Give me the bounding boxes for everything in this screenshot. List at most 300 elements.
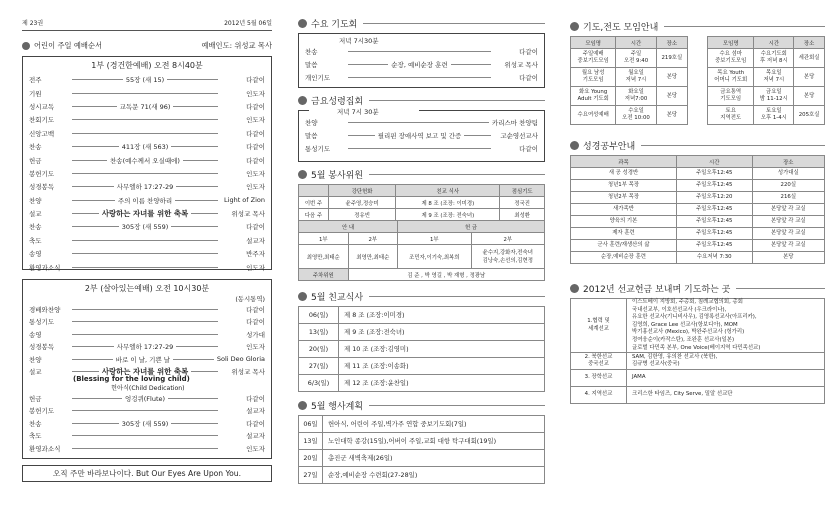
table-cell: 새가족반 xyxy=(571,204,677,216)
bullet-icon xyxy=(298,170,307,179)
table-cell: 13(일) xyxy=(299,324,339,341)
table-cell: 본당 xyxy=(656,68,687,87)
order-item: 봉헌기도 xyxy=(29,407,55,416)
order-person: 카리스마 찬양팀 xyxy=(491,119,538,127)
order-content: 찬송(예수께서 오실때에) xyxy=(110,156,180,165)
table-cell: 1.협력 및 세계선교 xyxy=(571,299,627,353)
table-cell: JAMA xyxy=(627,370,825,387)
serve-table xyxy=(298,184,545,221)
prayer-tables xyxy=(570,36,825,125)
table-cell: 화요 Young Adult 기도회 xyxy=(571,87,616,106)
table-cell: 수요저녁 7:30 xyxy=(676,252,752,264)
bulletin-date: 2012년 5월 06일 xyxy=(224,20,272,27)
table-cell: 본당 xyxy=(794,68,825,87)
table-cell: SAM, 김한영, 유의찬 선교사 (북한), 김규병 선교사(중국) xyxy=(627,353,825,370)
order-row xyxy=(23,247,271,260)
order-content: 바로 이 날, 기쁜 날 xyxy=(115,355,171,364)
order-row xyxy=(23,207,271,220)
table-row xyxy=(299,358,545,375)
order-content: 사무엘하 17:27-29 xyxy=(116,183,174,192)
order-row xyxy=(299,129,544,142)
order-person: 성가대 xyxy=(246,330,265,339)
meal-section-heading xyxy=(298,290,545,303)
offering-head: 헌 금 xyxy=(398,221,545,233)
child-dedication: 헌아식(Child Dedication) xyxy=(111,385,185,392)
order-item: 찬양 xyxy=(29,355,42,364)
order-item: 찬회기도 xyxy=(29,116,55,125)
table-cell: 월요일 저녁 7시 xyxy=(616,68,656,87)
table-row xyxy=(571,49,688,68)
order-row xyxy=(23,366,271,379)
order-person: 다같이 xyxy=(519,145,538,153)
service1-caption: 1부 (경건한예배) 오전 8시40분 xyxy=(91,61,203,70)
table-cell: 총진군 새벽축제(26일) xyxy=(323,450,545,467)
usher-head: 안 내 xyxy=(299,221,398,233)
prayer-table-left xyxy=(570,36,688,125)
table-row xyxy=(571,228,825,240)
order-item: 신앙고백 xyxy=(29,129,55,138)
kids-worship-title: 어린이 주일 예배순서 xyxy=(34,41,103,50)
order-person: 고순영선교사 xyxy=(500,132,538,140)
order-detail xyxy=(69,156,221,165)
order-content: 필리핀 장애사역 보고 및 간증 xyxy=(377,132,462,140)
table-cell: 크리스한 타임즈, City Serve, 밀알 선교단 xyxy=(627,387,825,404)
order-detail xyxy=(69,93,221,94)
table-cell: 목요 Youth 어머니 기도회 xyxy=(708,68,754,87)
order-detail xyxy=(69,75,221,84)
order-row xyxy=(23,260,271,273)
order-row xyxy=(23,100,271,113)
order-row xyxy=(23,392,271,405)
serve-cell: 제 9 조 (조장: 전숙녀) xyxy=(396,209,500,221)
table-cell: 청년1부 목장 xyxy=(571,180,677,192)
table-cell: 4. 지역선교 xyxy=(571,387,627,404)
table-cell: 27(일) xyxy=(299,358,339,375)
table-cell: 순장,예비순장 훈련 xyxy=(571,252,677,264)
table-row xyxy=(571,106,688,125)
prayer-table-right xyxy=(707,36,825,125)
table-cell: 본당 xyxy=(752,252,824,264)
serve-cell: 최영만,최태순 xyxy=(348,245,398,269)
order-row xyxy=(299,116,544,129)
wed-time: 저녁 7시30분 xyxy=(339,37,379,45)
table-cell: 주일오후12:45 xyxy=(676,240,752,252)
order-detail xyxy=(69,334,221,335)
table-cell: 제 8 조 (조장:이미경) xyxy=(339,307,545,324)
serve-cell: 최성환 xyxy=(500,209,545,221)
sermon-english-title: (Blessing for the loving child) xyxy=(73,375,190,383)
issue-number: 제 23권 xyxy=(22,20,44,27)
order-detail xyxy=(69,410,221,411)
order-row xyxy=(23,341,271,354)
study-section-heading xyxy=(570,139,825,152)
order-item: 통성기도 xyxy=(29,318,55,327)
table-cell: 화요일 저녁7:00 xyxy=(616,87,656,106)
serve-subhead: 2부 xyxy=(348,233,398,245)
table-row xyxy=(571,216,825,228)
table-row xyxy=(571,240,825,252)
order-item: 통성기도 xyxy=(305,145,331,153)
order-row xyxy=(23,328,271,341)
mission-table xyxy=(570,298,825,404)
wed-title: 수요 기도회 xyxy=(311,20,358,30)
order-item: 송영 xyxy=(29,330,42,339)
serve-cell: 정유빈 xyxy=(329,209,396,221)
table-row xyxy=(571,168,825,180)
order-detail xyxy=(69,435,221,436)
order-person: 다같이 xyxy=(246,318,265,327)
order-content: 순장, 예비순장 훈련 xyxy=(391,61,448,69)
table-cell: 새 공 성경반 xyxy=(571,168,677,180)
table-row xyxy=(299,341,545,358)
serve-cell: 윤주영,정승미 xyxy=(329,197,396,209)
bulletin-header xyxy=(22,0,272,31)
table-cell: 본당앞 각 교실 xyxy=(752,228,824,240)
order-item: 찬양 xyxy=(29,196,42,205)
serve-head: 점심기도 xyxy=(500,185,545,197)
table-row xyxy=(299,307,545,324)
order-person: 다같이 xyxy=(246,102,265,111)
table-cell: 06일 xyxy=(299,416,323,433)
order-detail xyxy=(345,77,494,78)
table-head: 모임명 xyxy=(708,37,754,49)
order-item: 환영과소식 xyxy=(29,263,61,272)
table-row xyxy=(299,467,545,484)
info-column xyxy=(570,0,825,507)
order-person: Soli Deo Gloria xyxy=(216,355,265,364)
order-detail xyxy=(69,309,221,310)
order-row xyxy=(299,45,544,58)
serve-cell: 최영만,최태순 xyxy=(299,245,349,269)
table-cell: 주일오후12:20 xyxy=(676,192,752,204)
table-cell: 순장,예비순장 수련회(27-28일) xyxy=(323,467,545,484)
table-row xyxy=(708,87,825,106)
serve-subhead: 2부 xyxy=(471,233,544,245)
table-head: 시간 xyxy=(676,156,752,168)
order-person: 다같이 xyxy=(246,394,265,403)
table-row xyxy=(299,450,545,467)
order-person: 설교자 xyxy=(246,432,265,441)
table-cell: 수요기도회 후 저녁 8시 xyxy=(754,49,794,68)
table-cell: 20일 xyxy=(299,450,323,467)
order-row xyxy=(299,71,544,84)
order-item: 설교 xyxy=(29,368,42,377)
order-detail xyxy=(69,448,221,449)
order-item: 성경봉독 xyxy=(29,343,55,352)
order-detail xyxy=(345,60,494,69)
order-item: 축도 xyxy=(29,432,42,441)
table-cell: 목요일 저녁 7시 xyxy=(754,68,794,87)
table-cell: 청년2부 목장 xyxy=(571,192,677,204)
table-row xyxy=(571,68,688,87)
bullet-icon xyxy=(298,401,307,410)
order-content: 사무엘하 17:27-29 xyxy=(116,343,174,352)
table-cell: 20(일) xyxy=(299,341,339,358)
order-detail xyxy=(69,342,221,351)
table-cell: 주일오후12:45 xyxy=(676,216,752,228)
table-cell: 본당 xyxy=(656,87,687,106)
table-cell: 수요여성예배 xyxy=(571,106,616,125)
table-cell: 27일 xyxy=(299,467,323,484)
order-row xyxy=(23,86,271,99)
order-row xyxy=(23,167,271,180)
serve-cell: 윤수지,강화자,전숙녀 김낭숙,손선의,김현정 xyxy=(471,245,544,269)
table-row xyxy=(571,387,825,404)
table-cell: 제 10 조 (조장:김영미) xyxy=(339,341,545,358)
table-cell: 금요일 밤 11-12시 xyxy=(754,87,794,106)
parking-members: 김 준 , 박 영길 , 박 재형 , 정광남 xyxy=(348,269,544,281)
order-person: 반주자 xyxy=(246,250,265,259)
serve-section-heading xyxy=(298,168,545,181)
table-row xyxy=(299,324,545,341)
table-head: 장소 xyxy=(752,156,824,168)
order-content: 교독문 71(새 96) xyxy=(119,102,171,111)
order-row xyxy=(23,442,271,455)
table-head: 시간 xyxy=(616,37,656,49)
order-row xyxy=(23,353,271,366)
table-cell: 본당앞 각 교실 xyxy=(752,240,824,252)
order-person: 인도자 xyxy=(246,263,265,272)
order-item: 찬송 xyxy=(29,143,42,152)
order-detail xyxy=(345,122,492,123)
order-person: 다같이 xyxy=(246,305,265,314)
table-cell: 이스트베이 지방회, 주총회, 침례교협의회, 총회 국내선교부, 이호선선교사 (우크라이나), 유요한 선교사(기니비사우), 김영록선교사(아프리카), 김영희, Grace Lee 선교사(항보디아), MOM 박기홍선교사 (Mexico), 박완주선교사 (헝가리) 정여웅순이(카작스탄), 조완훈 선교사(일본) 글로벌 다민족 본부, One Voice(베이지역 다민족선교) xyxy=(627,299,825,353)
table-row xyxy=(299,416,545,433)
order-item: 봉헌기도 xyxy=(29,169,55,178)
prayer-title: 기도,전도 모임안내 xyxy=(583,23,659,33)
table-cell: 주일오후12:45 xyxy=(676,204,752,216)
order-person: 인도자 xyxy=(246,444,265,453)
table-cell: 제 11 조 (조장:이송화) xyxy=(339,358,545,375)
table-cell: 216실 xyxy=(752,192,824,204)
events-title: 5월 행사계획 xyxy=(311,402,364,413)
table-cell: 제자 훈련 xyxy=(571,228,677,240)
mission-title: 2012년 선교헌금 보내며 기도하는 곳 xyxy=(583,285,731,295)
table-head: 모임명 xyxy=(571,37,616,49)
order-detail xyxy=(69,173,221,174)
table-cell: 토요 지역전도 xyxy=(708,106,754,125)
table-cell: 제 9 조 (조장:전숙녀) xyxy=(339,324,545,341)
table-cell: 본당앞 각 교실 xyxy=(752,204,824,216)
worship-leader: 예배인도: 위성교 목사 xyxy=(201,41,272,50)
order-row xyxy=(23,73,271,86)
order-person: Light of Zion xyxy=(224,196,265,205)
order-row xyxy=(23,180,271,193)
order-item: 성시교독 xyxy=(29,102,55,111)
order-item: 헌금 xyxy=(29,156,42,165)
order-item: 송영 xyxy=(29,250,42,259)
order-content: 411장 (새 563) xyxy=(121,143,169,152)
serve-subhead: 1부 xyxy=(398,233,471,245)
serve-cell: 다음 주 xyxy=(299,209,329,221)
order-item: 환영과소식 xyxy=(29,444,61,453)
serve-cell: 제 8 조 (조장: 이미경) xyxy=(396,197,500,209)
order-person: 설교자 xyxy=(246,407,265,416)
table-cell: 토요일 오후 1-4시 xyxy=(754,106,794,125)
serve-head: 친교 식사 xyxy=(396,185,500,197)
serve-title: 5월 봉사위원 xyxy=(311,171,364,181)
table-cell: 군사 훈련/재생산의 삶 xyxy=(571,240,677,252)
table-cell: 06(일) xyxy=(299,307,339,324)
table-row xyxy=(571,192,825,204)
table-row xyxy=(708,68,825,87)
order-item: 찬송 xyxy=(305,48,318,56)
order-person: 인도자 xyxy=(246,89,265,98)
serve-cell: 조민자,이기숙,최복희 xyxy=(398,245,471,269)
order-row xyxy=(23,417,271,430)
prayer-section-heading xyxy=(570,20,825,33)
table-row xyxy=(571,180,825,192)
table-cell: 3. 장학선교 xyxy=(571,370,627,387)
service2-caption: 2부 (살아있는예배) 오전 10시30분 xyxy=(84,284,210,293)
order-detail xyxy=(69,253,221,254)
wed-section-heading xyxy=(298,17,545,30)
order-content: 55장 (새 15) xyxy=(125,76,165,85)
table-row xyxy=(571,204,825,216)
table-row xyxy=(299,375,545,392)
table-head: 과목 xyxy=(571,156,677,168)
order-person: 인도자 xyxy=(246,169,265,178)
table-cell: 6/3(일) xyxy=(299,375,339,392)
study-table xyxy=(570,155,825,264)
table-cell: 헌아식, 어린이 주일,벽가주 연합 중보기도회(7일) xyxy=(323,416,545,433)
bullet-icon xyxy=(570,141,579,150)
kids-worship-heading xyxy=(22,41,272,51)
order-person: 인도자 xyxy=(246,183,265,192)
bullet-icon xyxy=(298,96,307,105)
order-content: 305장 (새 559) xyxy=(121,223,169,232)
table-cell: 2. 북한선교 중국선교 xyxy=(571,353,627,370)
order-row xyxy=(299,58,544,71)
order-person: 설교자 xyxy=(246,236,265,245)
bullet-icon xyxy=(570,284,579,293)
table-cell: 주일오후12:45 xyxy=(676,168,752,180)
order-detail xyxy=(69,208,221,219)
order-detail xyxy=(69,240,221,241)
table-cell: 주일오후12:45 xyxy=(676,228,752,240)
order-person: 위성교 목사 xyxy=(504,61,538,69)
table-row xyxy=(708,49,825,68)
service2-box xyxy=(22,279,272,459)
order-detail xyxy=(69,355,217,364)
table-cell: 수요일 오전 10:00 xyxy=(616,106,656,125)
table-cell: 13일 xyxy=(299,433,323,450)
table-cell: 금요통역 기도모임 xyxy=(708,87,754,106)
order-item: 기원 xyxy=(29,89,42,98)
table-row xyxy=(571,87,688,106)
order-detail xyxy=(69,142,221,151)
order-person: 위성교 목사 xyxy=(231,368,265,377)
order-person: 인도자 xyxy=(246,116,265,125)
order-content: 주의 이름 찬양하리 xyxy=(117,196,173,205)
bullet-icon xyxy=(298,292,307,301)
bullet-icon xyxy=(570,22,579,31)
order-detail xyxy=(345,148,494,149)
table-cell: 주일오후12:45 xyxy=(676,180,752,192)
table-cell: 세관회실 xyxy=(794,49,825,68)
parking-label: 주차위원 xyxy=(299,269,349,281)
order-item: 축도 xyxy=(29,236,42,245)
order-item: 전주 xyxy=(29,76,42,85)
order-row xyxy=(23,194,271,207)
table-head: 장소 xyxy=(656,37,687,49)
order-row xyxy=(23,430,271,443)
order-detail xyxy=(345,51,494,52)
order-person: 다같이 xyxy=(246,223,265,232)
table-cell: 220실 xyxy=(752,180,824,192)
serve-head: 강단헌화 xyxy=(329,185,396,197)
order-row xyxy=(23,127,271,140)
fri-section-heading xyxy=(298,94,545,107)
table-cell: 제 12 조 (조장:윤찬일) xyxy=(339,375,545,392)
events-table xyxy=(298,415,545,484)
order-person: 다같이 xyxy=(246,143,265,152)
order-detail xyxy=(69,419,221,428)
table-cell: 본당앞 각 교실 xyxy=(752,216,824,228)
table-cell: 양육의 기본 xyxy=(571,216,677,228)
order-row xyxy=(23,316,271,329)
fri-title: 금요성령집회 xyxy=(311,97,364,107)
order-person: 다같이 xyxy=(246,76,265,85)
order-item: 찬양 xyxy=(305,119,318,127)
order-item: 헌금 xyxy=(29,394,42,403)
order-person: 인도자 xyxy=(246,343,265,352)
order-detail xyxy=(69,182,221,191)
serve-cell: 정국진 xyxy=(500,197,545,209)
order-item: 경배와찬양 xyxy=(29,305,61,314)
order-item: 개인기도 xyxy=(305,74,331,82)
table-row xyxy=(571,353,825,370)
order-detail xyxy=(69,267,221,268)
order-detail xyxy=(69,196,221,205)
order-row xyxy=(23,220,271,233)
order-detail xyxy=(69,222,221,231)
order-row xyxy=(23,405,271,418)
order-item: 찬송 xyxy=(29,223,42,232)
table-cell: 수요 섬마 중보기도모임 xyxy=(708,49,754,68)
order-person: 위성교 목사 xyxy=(231,210,265,219)
order-content: 사랑하는 자녀를 위한 축복 xyxy=(101,367,189,377)
table-cell: 219호실 xyxy=(656,49,687,68)
table-row xyxy=(299,433,545,450)
bullet-icon xyxy=(298,19,307,28)
order-item: 설교 xyxy=(29,210,42,219)
table-row xyxy=(571,299,825,353)
mission-section-heading xyxy=(570,282,825,295)
order-row xyxy=(23,303,271,316)
meal-table xyxy=(298,306,545,392)
order-detail xyxy=(69,394,221,403)
order-detail xyxy=(69,102,221,111)
order-row xyxy=(23,234,271,247)
order-row xyxy=(23,140,271,153)
table-row xyxy=(571,252,825,264)
order-row xyxy=(23,153,271,166)
order-person: 다같이 xyxy=(246,419,265,428)
table-cell: 성가대실 xyxy=(752,168,824,180)
serve-cell: 이번 주 xyxy=(299,197,329,209)
study-title: 성경공부안내 xyxy=(583,142,636,152)
meal-title: 5월 친교식사 xyxy=(311,293,364,304)
table-head: 시간 xyxy=(754,37,794,49)
table-cell: 205호실 xyxy=(794,106,825,125)
order-item: 찬송 xyxy=(29,419,42,428)
table-cell: 주일 오전 9:40 xyxy=(616,49,656,68)
table-cell: 본당 xyxy=(794,87,825,106)
wed-box xyxy=(298,33,545,88)
table-cell: 주일예배 중보기도모임 xyxy=(571,49,616,68)
order-person: 다같이 xyxy=(519,74,538,82)
